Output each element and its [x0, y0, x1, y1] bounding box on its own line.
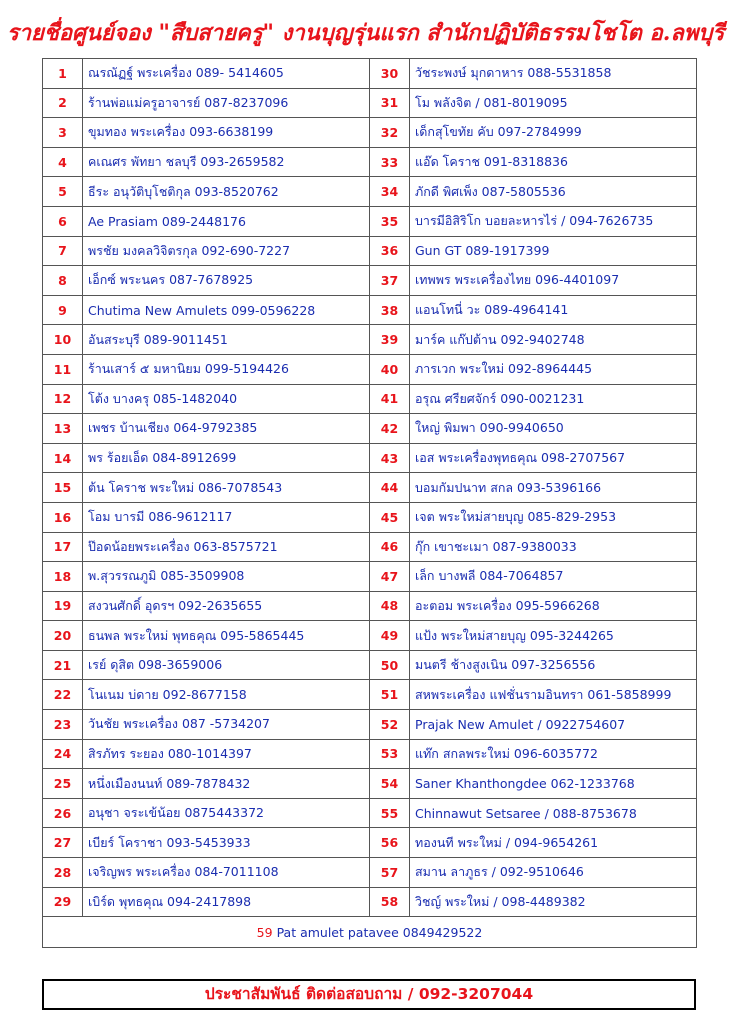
table-row [43, 177, 697, 207]
center-number: 35 [370, 206, 410, 236]
center-name-phone: คเณศร พัทยา ชลบุรี 093-2659582 [83, 147, 370, 177]
center-name-phone: ร้านพ่อแม่ครูอาจารย์ 087-8237096 [83, 88, 370, 118]
table-row [43, 473, 697, 503]
center-number: 41 [370, 384, 410, 414]
center-name-phone: เรย์ ดุสิต 098-3659006 [83, 650, 370, 680]
center-name-phone: Gun GT 089-1917399 [410, 236, 697, 266]
center-number: 58 [370, 887, 410, 917]
center-name-phone: โอม บารมี 086-9612117 [83, 502, 370, 532]
center-number: 40 [370, 354, 410, 384]
table-row [43, 206, 697, 236]
center-number: 21 [43, 650, 83, 680]
center-number: 8 [43, 266, 83, 296]
center-name-phone: เอส พระเครื่องพุทธคุณ 098-2707567 [410, 443, 697, 473]
center-number: 48 [370, 591, 410, 621]
center-number: 54 [370, 769, 410, 799]
center-name-phone: แท๊ก สกลพระใหม่ 096-6035772 [410, 739, 697, 769]
center-name-phone: ป๊อดน้อยพระเครื่อง 063-8575721 [83, 532, 370, 562]
center-name-phone: หนึ่งเมืองนนท์ 089-7878432 [83, 769, 370, 799]
center-name-phone: โนเนม บ่ดาย 092-8677158 [83, 680, 370, 710]
table-row [43, 680, 697, 710]
center-number: 16 [43, 502, 83, 532]
footer-name-phone: Pat amulet patavee 0849429522 [276, 924, 483, 940]
center-number: 57 [370, 858, 410, 888]
center-number: 19 [43, 591, 83, 621]
footer-number: 59 [256, 924, 273, 940]
center-number: 39 [370, 325, 410, 355]
page-title: รายชื่อศูนย์จอง "สืบสายครู" งานบุญรุ่นแรก สำนักปฏิบัติธรรมโชโต อ.ลพบุรี [6, 20, 725, 46]
center-number: 22 [43, 680, 83, 710]
center-name-phone: เบิร์ด พุทธคุณ 094-2417898 [83, 887, 370, 917]
table-row [43, 710, 697, 740]
center-name-phone: อันสระบุรี 089-9011451 [83, 325, 370, 355]
center-name-phone: เด็กสุโขทัย คับ 097-2784999 [410, 118, 697, 148]
center-name-phone: Chutima New Amulets 099-0596228 [83, 295, 370, 325]
center-name-phone: วิชญ์ พระใหม่ / 098-4489382 [410, 887, 697, 917]
center-number: 53 [370, 739, 410, 769]
center-name-phone: Chinnawut Setsaree / 088-8753678 [410, 798, 697, 828]
center-number: 33 [370, 147, 410, 177]
center-number: 12 [43, 384, 83, 414]
center-name-phone: Prajak New Amulet / 0922754607 [410, 710, 697, 740]
center-number: 11 [43, 354, 83, 384]
center-name-phone: เทพพร พระเครื่องไทย 096-4401097 [410, 266, 697, 296]
center-name-phone: บอมกัมปนาท สกล 093-5396166 [410, 473, 697, 503]
center-number: 9 [43, 295, 83, 325]
table-row [43, 739, 697, 769]
center-name-phone: ใหญ่ พิมพา 090-9940650 [410, 414, 697, 444]
center-number: 47 [370, 562, 410, 592]
center-number: 52 [370, 710, 410, 740]
center-number: 25 [43, 769, 83, 799]
center-name-phone: สงวนศักดิ์ อุดรฯ 092-2635655 [83, 591, 370, 621]
center-number: 42 [370, 414, 410, 444]
center-number: 46 [370, 532, 410, 562]
table-row [43, 384, 697, 414]
center-number: 3 [43, 118, 83, 148]
center-name-phone: เล็ก บางพลี 084-7064857 [410, 562, 697, 592]
center-number: 50 [370, 650, 410, 680]
center-name-phone: ภารเวก พระใหม่ 092-8964445 [410, 354, 697, 384]
table-row [43, 325, 697, 355]
table-row [43, 443, 697, 473]
center-number: 24 [43, 739, 83, 769]
table-row [43, 828, 697, 858]
center-name-phone: เจต พระใหม่สายบุญ 085-829-2953 [410, 502, 697, 532]
center-name-phone: โต้ง บางครุ 085-1482040 [83, 384, 370, 414]
center-number: 20 [43, 621, 83, 651]
contact-banner: ประชาสัมพันธ์ ติดต่อสอบถาม / 092-3207044 [42, 979, 696, 1010]
center-name-phone: ณรณัฏฐ์ พระเครื่อง 089- 5414605 [83, 59, 370, 89]
center-name-phone: วันชัย พระเครื่อง 087 -5734207 [83, 710, 370, 740]
center-name-phone: เพชร บ้านเชียง 064-9792385 [83, 414, 370, 444]
center-number: 29 [43, 887, 83, 917]
table-row [43, 414, 697, 444]
center-name-phone: เอ็กซ์ พระนคร 087-7678925 [83, 266, 370, 296]
center-number: 5 [43, 177, 83, 207]
center-name-phone: กุ๊ก เขาชะเมา 087-9380033 [410, 532, 697, 562]
center-name-phone: ทองนที พระใหม่ / 094-9654261 [410, 828, 697, 858]
center-name-phone: ธนพล พระใหม่ พุทธคุณ 095-5865445 [83, 621, 370, 651]
center-name-phone: เบียร์ โคราชา 093-5453933 [83, 828, 370, 858]
center-name-phone: มนตรี ช้างสูงเนิน 097-3256556 [410, 650, 697, 680]
center-number: 38 [370, 295, 410, 325]
center-name-phone: Saner Khanthongdee 062-1233768 [410, 769, 697, 799]
center-number: 31 [370, 88, 410, 118]
center-name-phone: แอนโทนี่ วะ 089-4964141 [410, 295, 697, 325]
center-number: 10 [43, 325, 83, 355]
center-number: 6 [43, 206, 83, 236]
center-name-phone: มาร์ค แก๊ปต้าน 092-9402748 [410, 325, 697, 355]
center-name-phone: พร ร้อยเอ็ด 084-8912699 [83, 443, 370, 473]
table-row [43, 858, 697, 888]
table-row [43, 236, 697, 266]
center-name-phone: ขุมทอง พระเครื่อง 093-6638199 [83, 118, 370, 148]
center-number: 15 [43, 473, 83, 503]
center-number: 45 [370, 502, 410, 532]
table-row [43, 887, 697, 917]
table-row [43, 650, 697, 680]
center-list-body [43, 59, 697, 948]
center-number: 30 [370, 59, 410, 89]
center-number: 4 [43, 147, 83, 177]
center-number: 32 [370, 118, 410, 148]
center-number: 44 [370, 473, 410, 503]
table-row [43, 562, 697, 592]
center-number: 36 [370, 236, 410, 266]
center-name-phone: พ.สุวรรณภูมิ 085-3509908 [83, 562, 370, 592]
table-row [43, 502, 697, 532]
center-name-phone: ต้น โคราช พระใหม่ 086-7078543 [83, 473, 370, 503]
table-row [43, 147, 697, 177]
center-name-phone: บารมีอิสิริโก บอยละหารไร่ / 094-7626735 [410, 206, 697, 236]
center-number: 26 [43, 798, 83, 828]
center-name-phone: แป้ง พระใหม่สายบุญ 095-3244265 [410, 621, 697, 651]
center-name-phone: วัชระพงษ์ มุกดาหาร 088-5531858 [410, 59, 697, 89]
center-number: 1 [43, 59, 83, 89]
center-number: 43 [370, 443, 410, 473]
center-name-phone: สมาน ลาภูธร / 092-9510646 [410, 858, 697, 888]
table-row [43, 295, 697, 325]
center-number: 13 [43, 414, 83, 444]
center-name-phone: พรชัย มงคลวิจิตรกุล 092-690-7227 [83, 236, 370, 266]
table-row [43, 266, 697, 296]
center-number: 7 [43, 236, 83, 266]
table-row [43, 354, 697, 384]
center-number: 18 [43, 562, 83, 592]
center-name-phone: อนุชา จระเข้น้อย 0875443372 [83, 798, 370, 828]
center-number: 51 [370, 680, 410, 710]
table-row [43, 118, 697, 148]
center-name-phone: สิรภัทร ระยอง 080-1014397 [83, 739, 370, 769]
center-name-phone: โม พลังจิต / 081-8019095 [410, 88, 697, 118]
table-row [43, 621, 697, 651]
center-number: 2 [43, 88, 83, 118]
center-number: 56 [370, 828, 410, 858]
center-name-phone: สหพระเครื่อง แฟชั่นรามอินทรา 061-5858999 [410, 680, 697, 710]
center-number: 55 [370, 798, 410, 828]
table-row [43, 59, 697, 89]
center-name-phone: เจริญพร พระเครื่อง 084-7011108 [83, 858, 370, 888]
center-number: 37 [370, 266, 410, 296]
center-name-phone: Ae Prasiam 089-2448176 [83, 206, 370, 236]
center-number: 17 [43, 532, 83, 562]
center-number: 14 [43, 443, 83, 473]
center-number: 27 [43, 828, 83, 858]
center-name-phone: ร้านเสาร์ ๕ มหานิยม 099-5194426 [83, 354, 370, 384]
footer-row [43, 917, 697, 948]
table-row [43, 591, 697, 621]
center-name-phone: ธีระ อนุวัติบุโชติกุล 093-8520762 [83, 177, 370, 207]
table-row [43, 532, 697, 562]
center-name-phone: แอ๊ด โคราช 091-8318836 [410, 147, 697, 177]
center-name-phone: ภักดี พิศเพ็ง 087-5805536 [410, 177, 697, 207]
table-row [43, 88, 697, 118]
table-row [43, 798, 697, 828]
center-number: 34 [370, 177, 410, 207]
center-list-table [42, 58, 697, 948]
center-name-phone: อะตอม พระเครื่อง 095-5966268 [410, 591, 697, 621]
footer-cell [43, 917, 697, 948]
center-name-phone: อรุณ ศรียศจักร์ 090-0021231 [410, 384, 697, 414]
center-number: 23 [43, 710, 83, 740]
center-number: 49 [370, 621, 410, 651]
table-row [43, 769, 697, 799]
center-number: 28 [43, 858, 83, 888]
